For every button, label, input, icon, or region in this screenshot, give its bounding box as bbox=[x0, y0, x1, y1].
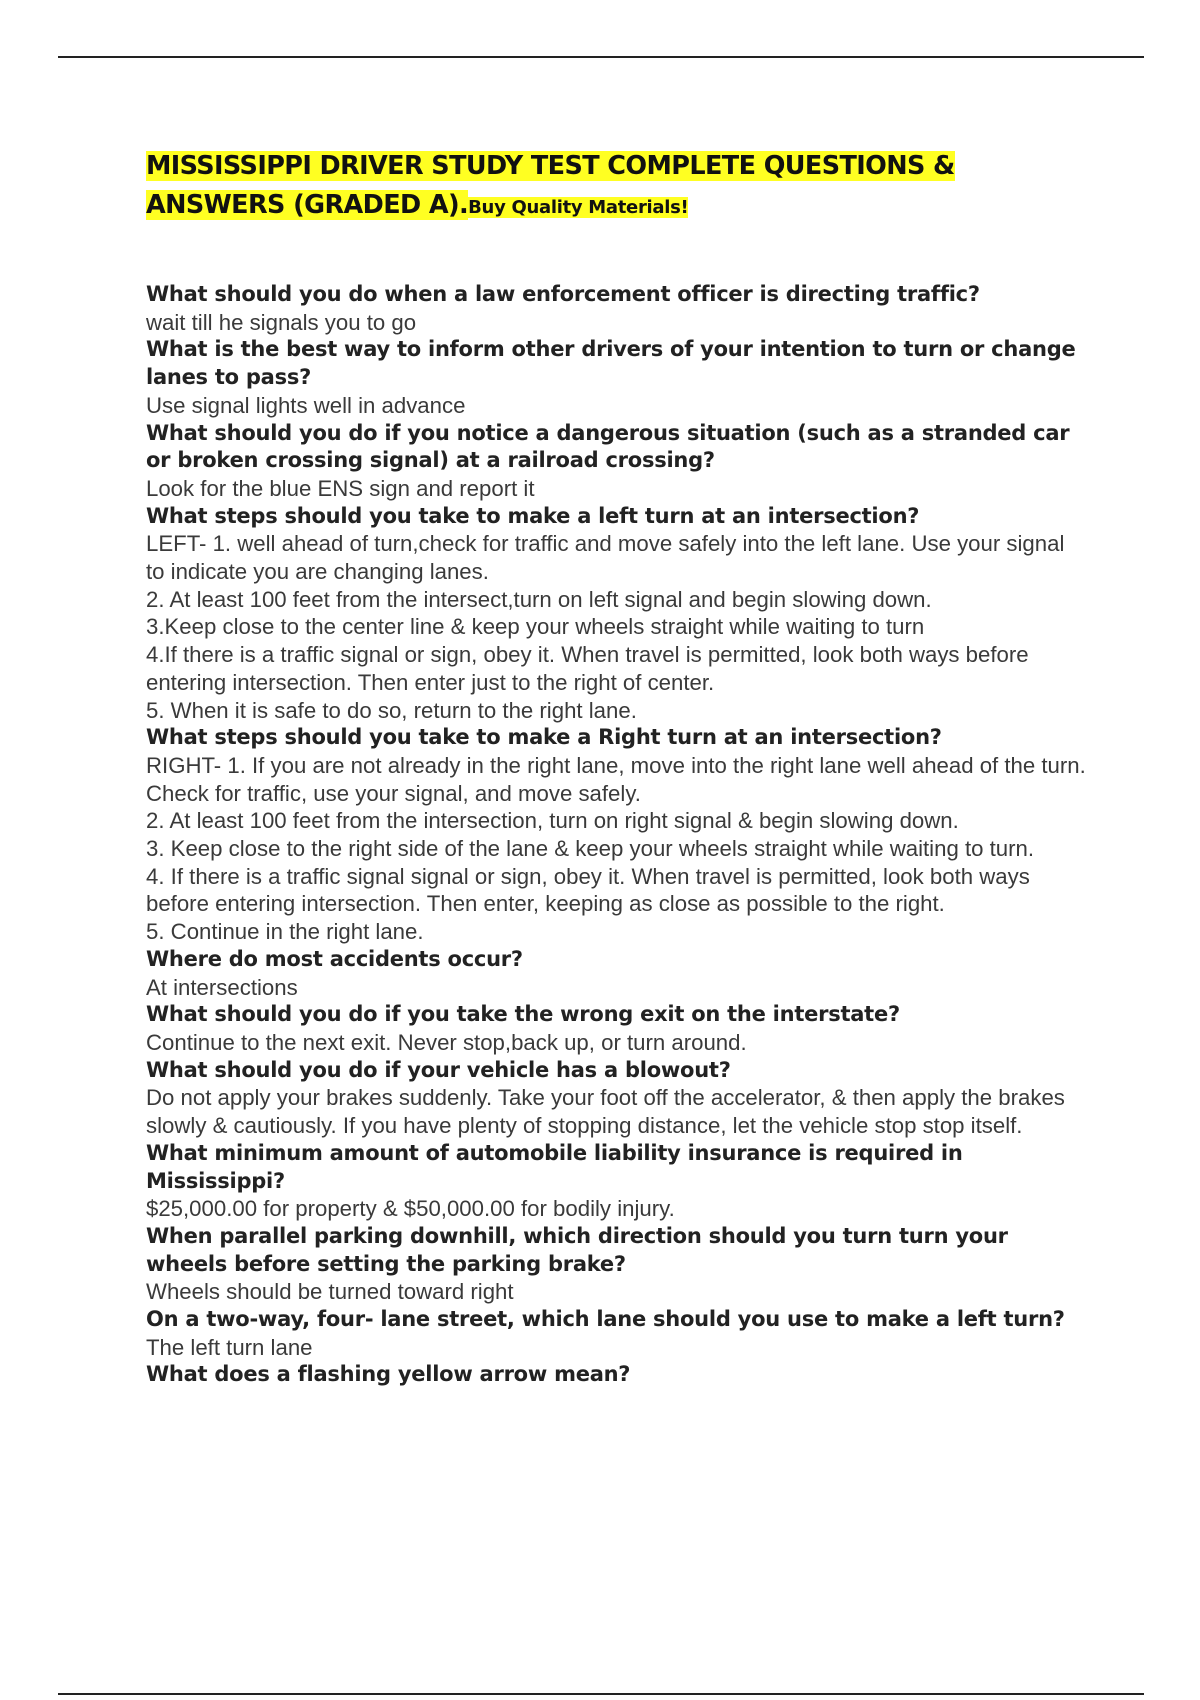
question-text: What should you do if you take the wrong exit on the interstate? bbox=[146, 1002, 900, 1027]
answer-text: Do not apply your brakes suddenly. Take your foot off the accelerator, & then apply the brakes slowly & cautiously. If you have plenty of stopping distance, let the vehicle stop stop itself. bbox=[146, 1085, 1065, 1139]
page-bottom-rule bbox=[58, 1693, 1144, 1695]
answer-text: Use signal lights well in advance bbox=[146, 392, 466, 418]
question-text: What does a flashing yellow arrow mean? bbox=[146, 1362, 631, 1387]
qa-list bbox=[146, 281, 1086, 1389]
answer-text: $25,000.00 for property & $50,000.00 for bodily injury. bbox=[146, 1196, 675, 1222]
question-text: On a two-way, four- lane street, which lane should you use to make a left turn? bbox=[146, 1307, 1065, 1332]
qa-item bbox=[146, 724, 1086, 946]
question-text: Where do most accidents occur? bbox=[146, 946, 523, 971]
qa-item bbox=[146, 1001, 1086, 1056]
document-title bbox=[146, 147, 1096, 227]
qa-item bbox=[146, 1223, 1086, 1306]
question-text: What should you do if your vehicle has a blowout? bbox=[146, 1057, 731, 1082]
page-top-rule bbox=[58, 56, 1144, 58]
qa-item bbox=[146, 1361, 1086, 1389]
qa-item bbox=[146, 281, 1086, 336]
answer-text: RIGHT- 1. If you are not already in the right lane, move into the right lane well ahead of the turn. Check for traffic, use your signal, and move safely. 2. At least 100 feet from the intersection, turn on right signal & begin slowing down. 3. Keep close to the right side of the lane & keep your wheels straight while waiting to turn. 4. If there is a traffic signal signal or sign, obey it. When travel is permitted, look both ways before entering intersection. Then enter, keeping as close as possible to the right. 5. Continue in the right lane. bbox=[146, 752, 1086, 945]
answer-text: Look for the blue ENS sign and report it bbox=[146, 475, 535, 501]
qa-item bbox=[146, 503, 1086, 725]
question-text: What minimum amount of automobile liability insurance is required in Mississippi? bbox=[146, 1140, 963, 1193]
answer-text: Wheels should be turned toward right bbox=[146, 1279, 514, 1305]
answer-text: Continue to the next exit. Never stop,back up, or turn around. bbox=[146, 1029, 747, 1055]
question-text: What should you do if you notice a dangerous situation (such as a stranded car or broken crossing signal) at a railroad crossing? bbox=[146, 420, 1070, 473]
question-text: What is the best way to inform other drivers of your intention to turn or change lanes to pass? bbox=[146, 337, 1076, 390]
question-text: When parallel parking downhill, which direction should you turn turn your wheels before setting the parking brake? bbox=[146, 1223, 1008, 1276]
answer-text: At intersections bbox=[146, 974, 298, 1000]
qa-item bbox=[146, 1306, 1086, 1361]
answer-text: The left turn lane bbox=[146, 1334, 313, 1360]
answer-text: LEFT- 1. well ahead of turn,check for traffic and move safely into the left lane. Use your signal to indicate you are changing lanes. 2. At least 100 feet from the intersect,turn on left signal and begin slowing down. 3.Keep close to the center line & keep your wheels straight while waiting to turn 4.If there is a traffic signal or sign, obey it. When travel is permitted, look both ways before entering intersection. Then enter just to the right of center. 5. When it is safe to do so, return to the right lane. bbox=[146, 531, 1065, 723]
question-text: What steps should you take to make a Right turn at an intersection? bbox=[146, 725, 942, 750]
answer-text: wait till he signals you to go bbox=[146, 309, 417, 335]
qa-item bbox=[146, 946, 1086, 1001]
qa-item bbox=[146, 420, 1086, 503]
qa-item bbox=[146, 1057, 1086, 1140]
qa-item bbox=[146, 1140, 1086, 1223]
qa-item bbox=[146, 336, 1086, 419]
question-text: What steps should you take to make a left turn at an intersection? bbox=[146, 503, 920, 528]
title-tagline: Buy Quality Materials! bbox=[468, 197, 689, 218]
title-main: MISSISSIPPI DRIVER STUDY TEST COMPLETE QUESTIONS & ANSWERS (GRADED A). bbox=[146, 151, 955, 220]
question-text: What should you do when a law enforcement officer is directing traffic? bbox=[146, 282, 980, 306]
